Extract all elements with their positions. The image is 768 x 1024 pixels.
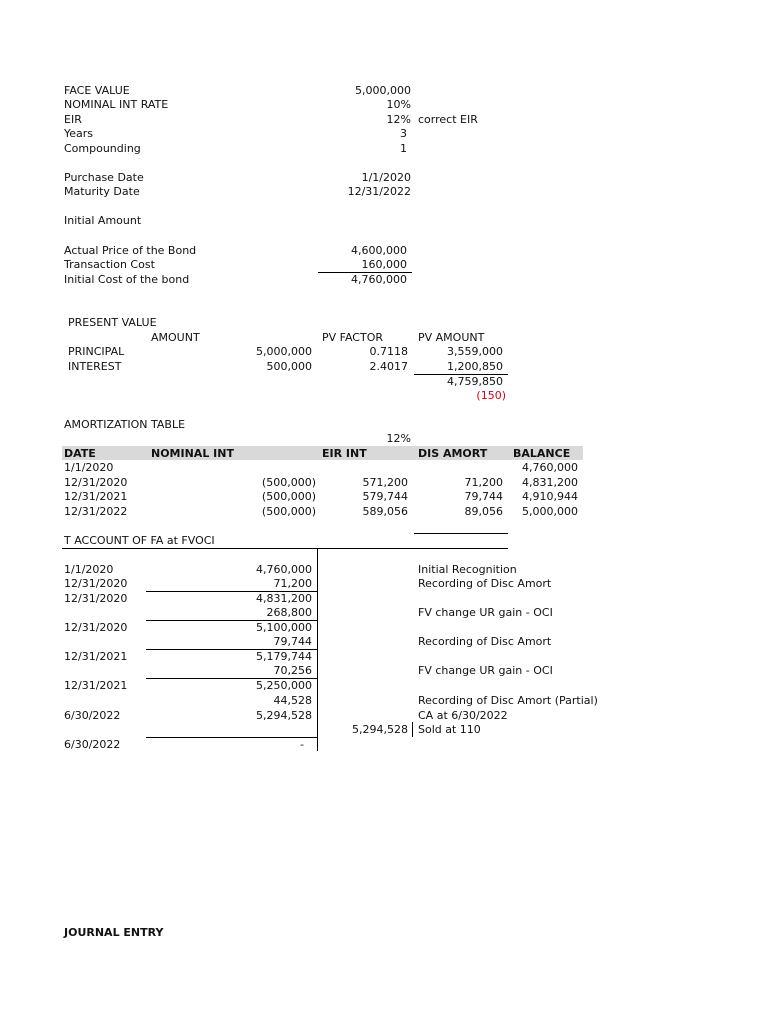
t-row-debit: 71,200 <box>273 577 312 590</box>
t-row-date: 12/31/2021 <box>64 679 128 692</box>
purchase-date: 1/1/2020 <box>361 171 411 184</box>
amort-header-nominal: NOMINAL INT <box>151 447 234 460</box>
t-row-debit: 79,744 <box>273 635 312 648</box>
pv-interest-amount: 500,000 <box>266 360 312 373</box>
pv-total: 4,759,850 <box>447 375 503 388</box>
pv-principal-pv: 3,559,000 <box>447 345 503 358</box>
t-row-debit: 5,250,000 <box>256 679 312 692</box>
t-row-note: Initial Recognition <box>418 563 517 576</box>
initial-cost-label: Initial Cost of the bond <box>64 273 190 286</box>
actual-price-label: Actual Price of the Bond <box>64 244 197 257</box>
t-row-note: Sold at 110 <box>418 723 481 736</box>
amort-row-nominal: (500,000) <box>261 476 316 489</box>
amort-header-eir: EIR INT <box>322 447 367 460</box>
t-row-date: 12/31/2020 <box>64 592 128 605</box>
amort-row-nominal: (500,000) <box>261 490 316 503</box>
transaction-cost: 160,000 <box>361 258 407 271</box>
face-value-label: FACE VALUE <box>64 84 130 97</box>
compounding-value: 1 <box>400 142 407 155</box>
t-row-debit: 268,800 <box>266 606 312 619</box>
amort-row-date: 12/31/2022 <box>64 505 128 518</box>
amort-row-date: 1/1/2020 <box>64 461 114 474</box>
compounding-label: Compounding <box>64 142 141 155</box>
amort-bottom-rule <box>414 533 508 534</box>
pv-interest-pv: 1,200,850 <box>447 360 503 373</box>
pv-interest-factor: 2.4017 <box>369 360 408 373</box>
pv-col-amount: AMOUNT <box>151 331 200 344</box>
t-row-debit: 70,256 <box>273 664 312 677</box>
amort-row-balance: 4,760,000 <box>522 461 578 474</box>
amort-header-disc: DIS AMORT <box>418 447 488 460</box>
t-row-debit: 4,831,200 <box>256 592 312 605</box>
t-row-debit: 44,528 <box>273 694 312 707</box>
t-account-top-rule <box>62 548 508 549</box>
transaction-cost-label: Transaction Cost <box>64 258 155 271</box>
t-row-note: Recording of Disc Amort <box>418 635 552 648</box>
t-row-date: 12/31/2021 <box>64 650 128 663</box>
amort-row-eir: 579,744 <box>362 490 408 503</box>
eir-note: correct EIR <box>418 113 478 126</box>
t-account-center-line <box>317 548 318 751</box>
purchase-date-label: Purchase Date <box>64 171 144 184</box>
pv-title: PRESENT VALUE <box>68 316 157 329</box>
initial-cost: 4,760,000 <box>351 273 407 286</box>
pv-col-pv: PV AMOUNT <box>418 331 485 344</box>
eir-value: 12% <box>386 113 411 126</box>
amort-title: AMORTIZATION TABLE <box>64 418 186 431</box>
amort-row-nominal: (500,000) <box>261 505 316 518</box>
t-credit-divider <box>412 722 413 737</box>
amort-row-disc: 71,200 <box>464 476 503 489</box>
t-row-note: FV change UR gain - OCI <box>418 664 553 677</box>
amort-rate: 12% <box>386 432 411 445</box>
t-row-debit: 4,760,000 <box>256 563 312 576</box>
pv-difference: (150) <box>476 389 506 402</box>
amort-row-disc: 79,744 <box>464 490 503 503</box>
pv-principal-factor: 0.7118 <box>369 345 408 358</box>
t-row-note: Recording of Disc Amort <box>418 577 552 590</box>
amort-row-eir: 571,200 <box>362 476 408 489</box>
amort-header-date: DATE <box>64 447 96 460</box>
face-value: 5,000,000 <box>355 84 411 97</box>
amort-row-balance: 4,910,944 <box>522 490 578 503</box>
t-row-note: FV change UR gain - OCI <box>418 606 553 619</box>
nominal-rate: 10% <box>386 98 411 111</box>
t-row-date: 12/31/2020 <box>64 577 128 590</box>
initial-amount-label: Initial Amount <box>64 214 142 227</box>
t-row-debit: 5,294,528 <box>256 709 312 722</box>
t-row-note: CA at 6/30/2022 <box>418 709 508 722</box>
amort-header-balance: BALANCE <box>513 447 571 460</box>
t-row-date: 12/31/2020 <box>64 621 128 634</box>
t-account-title: T ACCOUNT OF FA at FVOCI <box>64 534 215 547</box>
actual-price: 4,600,000 <box>351 244 407 257</box>
t-row-note: Recording of Disc Amort (Partial) <box>418 694 598 707</box>
years-value: 3 <box>400 127 407 140</box>
amort-row-disc: 89,056 <box>464 505 503 518</box>
pv-principal-amount: 5,000,000 <box>256 345 312 358</box>
amort-row-balance: 5,000,000 <box>522 505 578 518</box>
journal-entry-title: JOURNAL ENTRY <box>64 926 164 939</box>
amort-row-eir: 589,056 <box>362 505 408 518</box>
maturity-date: 12/31/2022 <box>347 185 411 198</box>
nominal-rate-label: NOMINAL INT RATE <box>64 98 169 111</box>
t-row-debit: 5,179,744 <box>256 650 312 663</box>
t-row-credit: 5,294,528 <box>352 723 408 736</box>
amort-row-balance: 4,831,200 <box>522 476 578 489</box>
eir-label: EIR <box>64 113 82 126</box>
pv-principal-label: PRINCIPAL <box>68 345 125 358</box>
amort-row-date: 12/31/2020 <box>64 476 128 489</box>
years-label: Years <box>64 127 94 140</box>
t-row-date: 6/30/2022 <box>64 709 121 722</box>
pv-col-factor: PV FACTOR <box>322 331 384 344</box>
pv-interest-label: INTEREST <box>68 360 122 373</box>
t-row-debit: - <box>300 738 304 751</box>
maturity-date-label: Maturity Date <box>64 185 140 198</box>
t-row-date: 6/30/2022 <box>64 738 121 751</box>
amort-row-date: 12/31/2021 <box>64 490 128 503</box>
t-row-debit: 5,100,000 <box>256 621 312 634</box>
t-row-date: 1/1/2020 <box>64 563 114 576</box>
